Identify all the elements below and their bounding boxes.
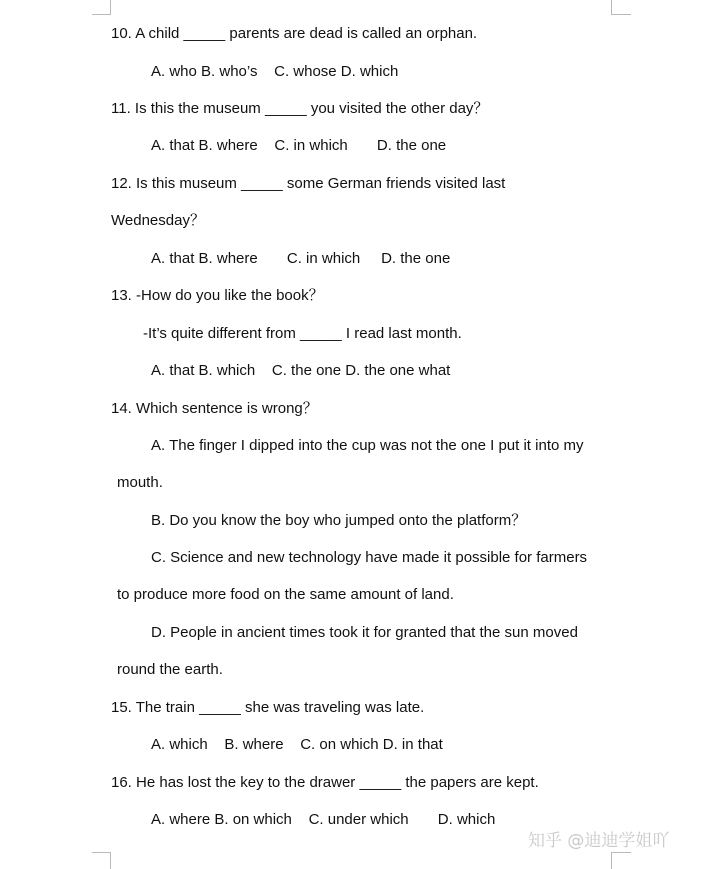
- question-14-option-d-cont: round the earth.: [117, 661, 223, 678]
- question-13-options: A. that B. which C. the one D. the one what: [151, 362, 451, 379]
- question-11: 11. Is this the museum _____ you visited the other day？: [111, 100, 489, 117]
- question-14-option-c: C. Science and new technology have made it possible for farmers: [151, 549, 588, 566]
- question-15: 15. The train _____ she was traveling was late.: [111, 699, 425, 716]
- question-11-options: A. that B. where C. in which D. the one: [151, 137, 447, 154]
- crop-mark-bottom-right: [611, 852, 631, 869]
- question-13: 13. -How do you like the book？: [111, 287, 324, 304]
- watermark: 知乎 @迪迪学姐吖: [528, 831, 670, 851]
- question-16: 16. He has lost the key to the drawer _____ the papers are kept.: [111, 774, 539, 791]
- question-14-option-b: B. Do you know the boy who jumped onto the platform？: [151, 512, 527, 529]
- question-15-options: A. which B. where C. on which D. in that: [151, 736, 443, 753]
- question-12-cont: Wednesday？: [111, 212, 205, 229]
- question-14-option-a: A. The finger I dipped into the cup was not the one I put it into my: [151, 437, 584, 454]
- crop-mark-top-left: [92, 0, 111, 15]
- crop-mark-top-right: [611, 0, 631, 15]
- question-12-options: A. that B. where C. in which D. the one: [151, 250, 451, 267]
- question-14-option-a-cont: mouth.: [117, 474, 163, 491]
- question-10-options: A. who B. who’s C. whose D. which: [151, 63, 399, 80]
- question-10: 10. A child _____ parents are dead is called an orphan.: [111, 25, 478, 42]
- crop-mark-bottom-left: [92, 852, 111, 869]
- question-14: 14. Which sentence is wrong？: [111, 400, 318, 417]
- question-13-reply: -It’s quite different from _____ I read last month.: [143, 325, 462, 342]
- question-16-options: A. where B. on which C. under which D. which: [151, 811, 496, 828]
- question-12: 12. Is this museum _____ some German friends visited last: [111, 175, 506, 192]
- question-14-option-c-cont: to produce more food on the same amount of land.: [117, 586, 454, 603]
- question-14-option-d: D. People in ancient times took it for granted that the sun moved: [151, 624, 578, 641]
